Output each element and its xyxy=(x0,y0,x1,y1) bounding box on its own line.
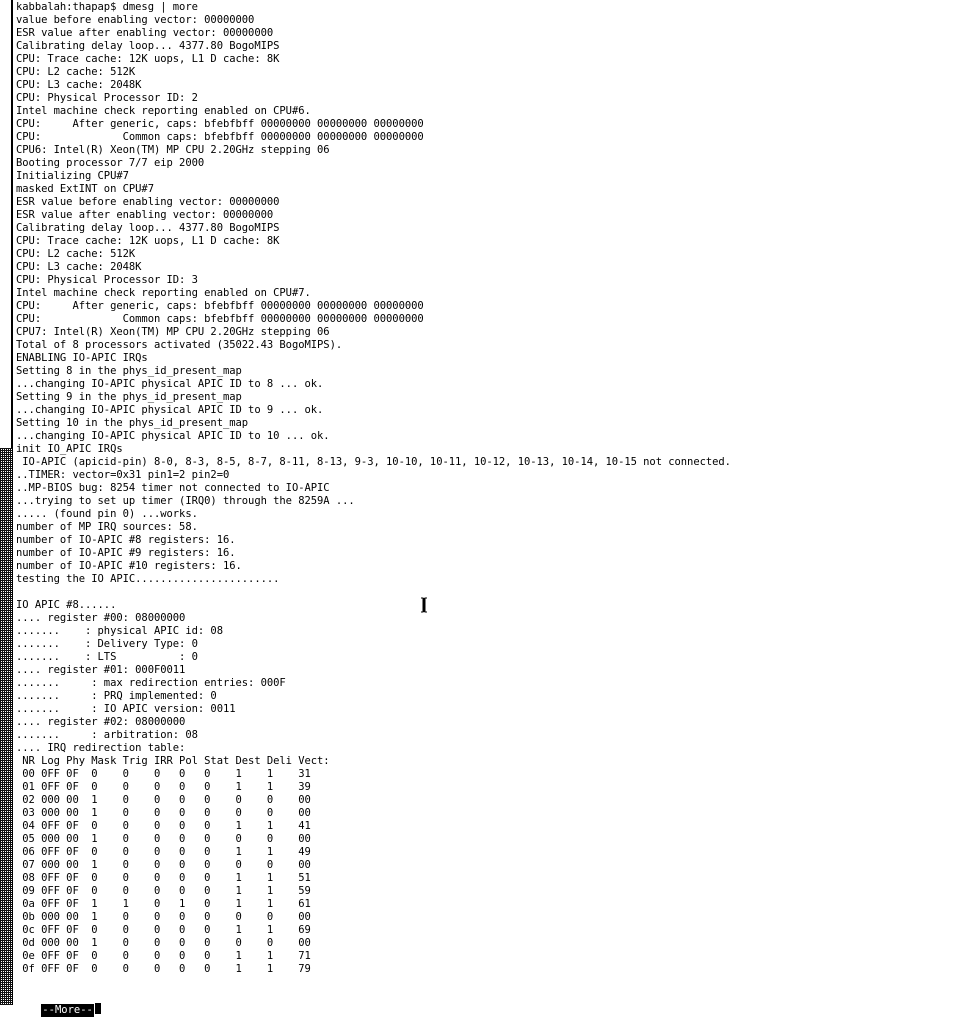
terminal-line: CPU: Common caps: bfebfbff 00000000 00000000 00000000 xyxy=(16,131,424,143)
cursor-block-icon xyxy=(95,1003,101,1014)
terminal-line: number of MP IRQ sources: 58. xyxy=(16,521,198,533)
terminal-line: ....... : LTS : 0 xyxy=(16,651,198,663)
terminal-line: kabbalah:thapap$ dmesg | more xyxy=(16,1,198,13)
scrollbar-divider xyxy=(12,0,13,1005)
terminal-line: number of IO-APIC #9 registers: 16. xyxy=(16,547,236,559)
terminal-line: init IO_APIC IRQs xyxy=(16,443,123,455)
terminal-line: ESR value after enabling vector: 00000000 xyxy=(16,27,274,39)
terminal-line: 01 0FF 0F 0 0 0 0 0 1 1 39 xyxy=(16,781,311,793)
terminal-line: 09 0FF 0F 0 0 0 0 0 1 1 59 xyxy=(16,885,311,897)
terminal-line: CPU: Physical Processor ID: 2 xyxy=(16,92,198,104)
terminal-line: 03 000 00 1 0 0 0 0 0 0 00 xyxy=(16,807,311,819)
terminal-line: 04 0FF 0F 0 0 0 0 0 1 1 41 xyxy=(16,820,311,832)
terminal-line: Intel machine check reporting enabled on CPU#7. xyxy=(16,287,311,299)
terminal-line: CPU: After generic, caps: bfebfbff 00000000 00000000 00000000 xyxy=(16,300,424,312)
terminal-line: 07 000 00 1 0 0 0 0 0 0 00 xyxy=(16,859,311,871)
terminal-line: CPU: After generic, caps: bfebfbff 00000000 00000000 00000000 xyxy=(16,118,424,130)
terminal-line: masked ExtINT on CPU#7 xyxy=(16,183,154,195)
terminal-line: 0f 0FF 0F 0 0 0 0 0 1 1 79 xyxy=(16,963,311,975)
terminal-line: Setting 8 in the phys_id_present_map xyxy=(16,365,242,377)
more-prompt[interactable]: --More-- xyxy=(42,1004,93,1016)
terminal-line: ..MP-BIOS bug: 8254 timer not connected to IO-APIC xyxy=(16,482,330,494)
terminal-line: CPU: L2 cache: 512K xyxy=(16,66,136,78)
terminal-line: Booting processor 7/7 eip 2000 xyxy=(16,157,205,169)
terminal-line: 0e 0FF 0F 0 0 0 0 0 1 1 71 xyxy=(16,950,311,962)
terminal-line: ESR value after enabling vector: 00000000 xyxy=(16,209,274,221)
terminal-line: 0c 0FF 0F 0 0 0 0 0 1 1 69 xyxy=(16,924,311,936)
terminal-line: .... register #02: 08000000 xyxy=(16,716,186,728)
terminal-line: number of IO-APIC #8 registers: 16. xyxy=(16,534,236,546)
scrollbar[interactable] xyxy=(0,0,12,1005)
terminal-line: Calibrating delay loop... 4377.80 BogoMIPS xyxy=(16,40,280,52)
terminal-line: 00 0FF 0F 0 0 0 0 0 1 1 31 xyxy=(16,768,311,780)
terminal-line: CPU: Common caps: bfebfbff 00000000 00000000 00000000 xyxy=(16,313,424,325)
terminal-line: ....... : physical APIC id: 08 xyxy=(16,625,223,637)
terminal-line: ...trying to set up timer (IRQ0) through the 8259A ... xyxy=(16,495,355,507)
terminal-line: .... register #00: 08000000 xyxy=(16,612,186,624)
terminal-line: ....... : max redirection entries: 000F xyxy=(16,677,286,689)
terminal-line: ESR value before enabling vector: 00000000 xyxy=(16,196,280,208)
terminal-line: .... register #01: 000F0011 xyxy=(16,664,186,676)
terminal-line: 06 0FF 0F 0 0 0 0 0 1 1 49 xyxy=(16,846,311,858)
scrollbar-thumb[interactable] xyxy=(0,0,12,448)
terminal-line: CPU: Trace cache: 12K uops, L1 D cache: 8K xyxy=(16,53,280,65)
terminal-line: Initializing CPU#7 xyxy=(16,170,129,182)
terminal-line: ...changing IO-APIC physical APIC ID to 9 ... ok. xyxy=(16,404,324,416)
terminal-line: ...changing IO-APIC physical APIC ID to 8 ... ok. xyxy=(16,378,324,390)
terminal-line: number of IO-APIC #10 registers: 16. xyxy=(16,560,242,572)
terminal-line: ....... : Delivery Type: 0 xyxy=(16,638,198,650)
terminal-line xyxy=(16,586,956,599)
terminal-line: ....... : arbitration: 08 xyxy=(16,729,198,741)
terminal-line: Setting 9 in the phys_id_present_map xyxy=(16,391,242,403)
terminal-output[interactable] xyxy=(16,1,956,1003)
terminal-line: 0d 000 00 1 0 0 0 0 0 0 00 xyxy=(16,937,311,949)
text-cursor-icon xyxy=(419,597,429,613)
terminal-line: Intel machine check reporting enabled on CPU#6. xyxy=(16,105,311,117)
terminal-line: value before enabling vector: 00000000 xyxy=(16,14,255,26)
pager-prompt-line[interactable] xyxy=(16,990,101,1016)
terminal-line: Calibrating delay loop... 4377.80 BogoMIPS xyxy=(16,222,280,234)
terminal-line: NR Log Phy Mask Trig IRR Pol Stat Dest Deli Vect: xyxy=(16,755,330,767)
terminal-line: CPU: Physical Processor ID: 3 xyxy=(16,274,198,286)
terminal-line: Total of 8 processors activated (35022.43 BogoMIPS). xyxy=(16,339,343,351)
terminal-line: ....... : IO APIC version: 0011 xyxy=(16,703,236,715)
terminal-line: testing the IO APIC....................... xyxy=(16,573,280,585)
terminal-line: 02 000 00 1 0 0 0 0 0 0 00 xyxy=(16,794,311,806)
terminal-line: 08 0FF 0F 0 0 0 0 0 1 1 51 xyxy=(16,872,311,884)
terminal-line: CPU: L3 cache: 2048K xyxy=(16,79,142,91)
terminal-line: CPU: L2 cache: 512K xyxy=(16,248,136,260)
terminal-line: CPU: Trace cache: 12K uops, L1 D cache: 8K xyxy=(16,235,280,247)
terminal-line: 0a 0FF 0F 1 1 0 1 0 1 1 61 xyxy=(16,898,311,910)
terminal-line: 0b 000 00 1 0 0 0 0 0 0 00 xyxy=(16,911,311,923)
terminal-line: Setting 10 in the phys_id_present_map xyxy=(16,417,249,429)
terminal-line: .... IRQ redirection table: xyxy=(16,742,186,754)
terminal-line: 05 000 00 1 0 0 0 0 0 0 00 xyxy=(16,833,311,845)
terminal-line: ...changing IO-APIC physical APIC ID to 10 ... ok. xyxy=(16,430,330,442)
terminal-line: ..... (found pin 0) ...works. xyxy=(16,508,198,520)
terminal-line: CPU7: Intel(R) Xeon(TM) MP CPU 2.20GHz stepping 06 xyxy=(16,326,330,338)
terminal-line: ENABLING IO-APIC IRQs xyxy=(16,352,148,364)
terminal-line: IO-APIC (apicid-pin) 8-0, 8-3, 8-5, 8-7, 8-11, 8-13, 9-3, 10-10, 10-11, 10-12, 10-13, 10-14, 10-15 not connected. xyxy=(16,456,731,468)
terminal-line: ..TIMER: vector=0x31 pin1=2 pin2=0 xyxy=(16,469,230,481)
terminal-line: IO APIC #8...... xyxy=(16,599,117,611)
terminal-line: CPU6: Intel(R) Xeon(TM) MP CPU 2.20GHz stepping 06 xyxy=(16,144,330,156)
terminal-line: ....... : PRQ implemented: 0 xyxy=(16,690,217,702)
terminal-line: CPU: L3 cache: 2048K xyxy=(16,261,142,273)
